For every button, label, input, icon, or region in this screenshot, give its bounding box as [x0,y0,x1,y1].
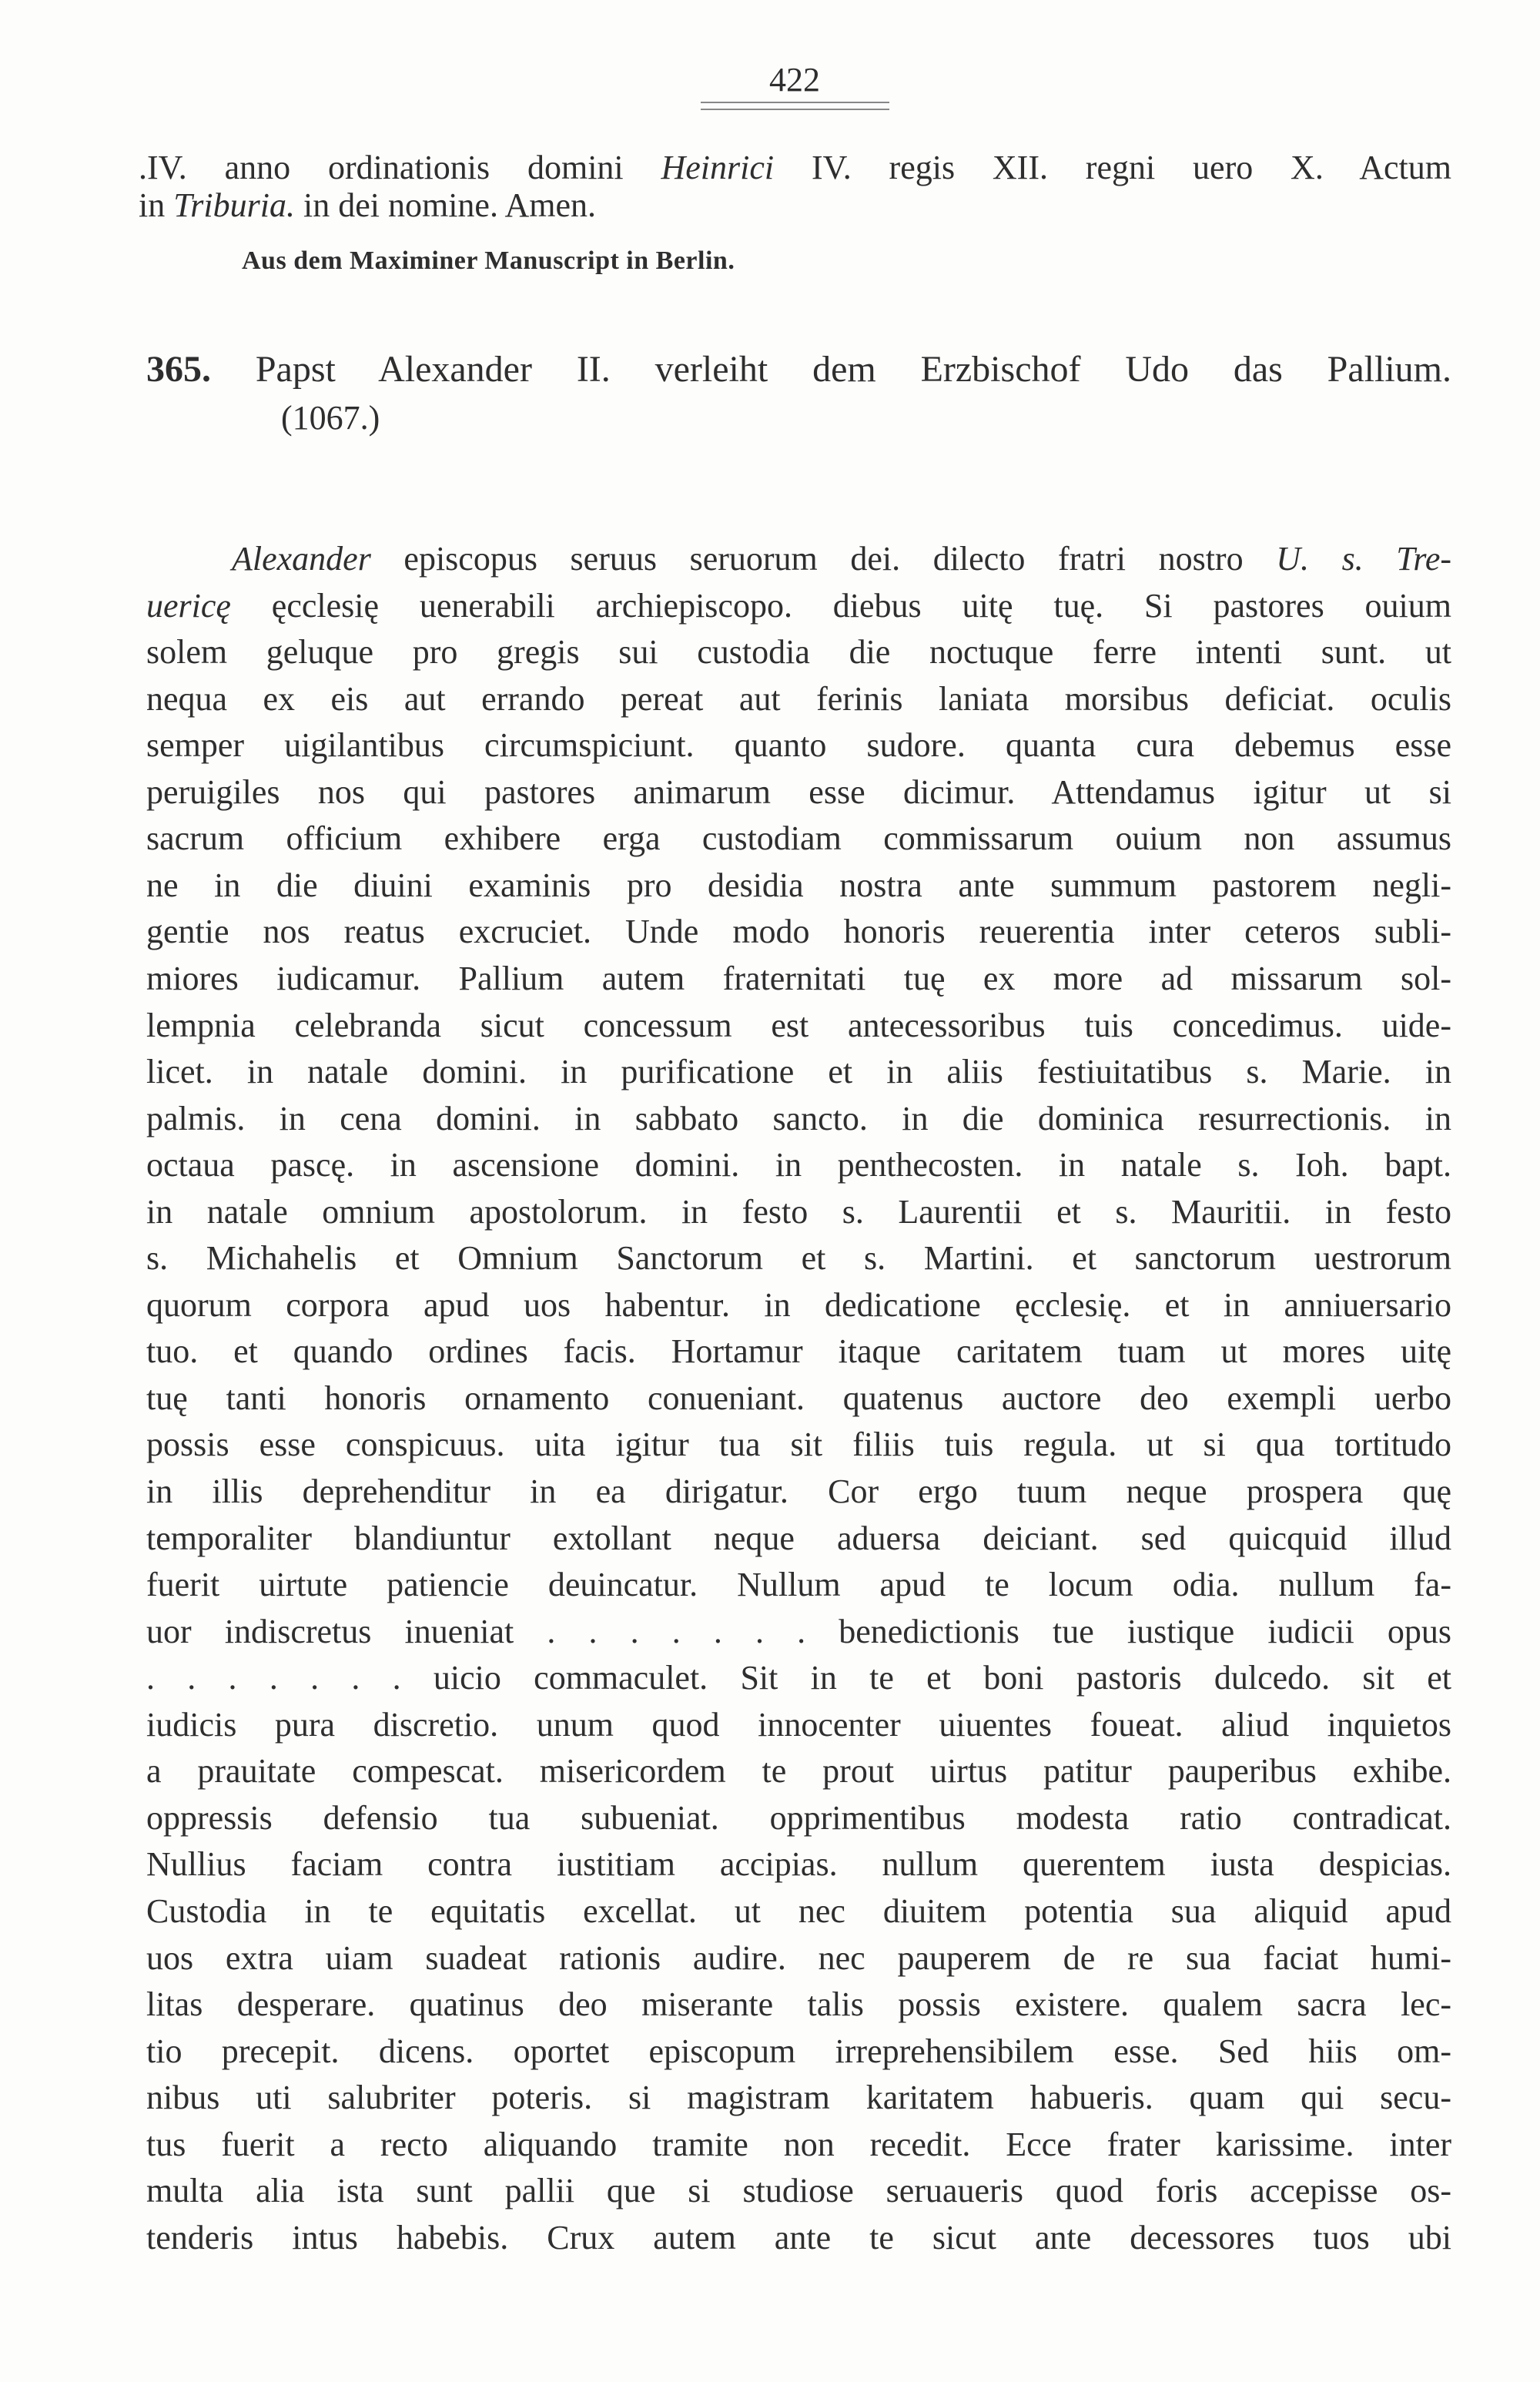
header-rule [701,109,889,110]
body-line: miores iudicamur. Pallium autem fraternitati tuę ex more ad missarum sol- [146,959,1451,997]
body-line: oppressis defensio tua subueniat. opprimentibus modesta ratio contradicat. [146,1798,1451,1837]
body-line: fuerit uirtute patiencie deuincatur. Nullum apud te locum odia. nullum fa- [146,1566,1451,1604]
body-line: tus fuerit a recto aliquando tramite non recedit. Ecce frater karissime. inter [146,2125,1451,2163]
italic-text: Alexander [232,540,371,578]
source-note: Aus dem Maximiner Manuscript in Berlin. [242,246,735,275]
body-line: licet. in natale domini. in purificatione et in aliis festiuitatibus s. Marie. in [146,1053,1451,1091]
preceding-text-line [139,183,596,229]
body-line: uor indiscretus inueniat . . . . . . . benedictionis tue iustique iudicii opus [146,1612,1451,1650]
body-line: nequa ex eis aut errando pereat aut ferinis laniata morsibus deficiat. oculis [146,679,1451,718]
body-line: temporaliter blandiuntur extollant neque aduersa deiciant. sed quicquid illud [146,1519,1451,1557]
body-line: gentie nos reatus excruciet. Unde modo honoris reuerentia inter ceteros subli- [146,913,1451,951]
text-segment: IV. regis XII. regni uero X. Actum [774,149,1451,186]
body-line: . . . . . . . uicio commaculet. Sit in te et boni pastoris dulcedo. sit et [146,1659,1451,1697]
body-line: palmis. in cena domini. in sabbato sancto. in die dominica resurrectionis. in [146,1099,1451,1137]
body-line: semper uigilantibus circumspiciunt. quanto sudore. quanta cura debemus esse [146,726,1451,765]
text-segment: .IV. anno ordinationis domini [139,149,661,186]
text-segment: episcopus seruus seruorum dei. dilecto fratri nostro [370,540,1277,578]
body-line: peruigiles nos qui pastores animarum esse dicimur. Attendamus igitur ut si [146,772,1451,811]
body-line: tio precepit. dicens. oportet episcopum irreprehensibilem esse. Sed hiis om- [146,2032,1451,2070]
body-line [232,536,1451,582]
body-line: tuę tanti honoris ornamento conueniant. quatenus auctore deo exempli uerbo [146,1379,1451,1417]
body-line: Nullius faciam contra iustitiam accipias. nullum querentem iusta despicias. [146,1845,1451,1884]
italic-text: U. s. Tre- [1276,540,1452,578]
text-segment: in [139,186,174,224]
body-line: tuo. et quando ordines facis. Hortamur itaque caritatem tuam ut mores uitę [146,1332,1451,1371]
document-date: (1067.) [281,399,380,437]
body-line: quorum corpora apud uos habentur. in dedicatione ęcclesię. et in anniuersario [146,1285,1451,1324]
body-line: a prauitate compescat. misericordem te prout uirtus patitur pauperibus exhibe. [146,1752,1451,1791]
header-rule [701,102,889,103]
body-line: tenderis intus habebis. Crux autem ante te sicut ante decessores tuos ubi [146,2218,1451,2256]
body-line: iudicis pura discretio. unum quod innocenter uiuentes foueat. aliud inquietos [146,1705,1451,1744]
body-line: sacrum officium exhibere erga custodiam commissarum ouium non assumus [146,819,1451,858]
text-segment: ęcclesię uenerabili archiepiscopo. diebus uitę tuę. Si pastores ouium [230,586,1451,625]
body-line: s. Michahelis et Omnium Sanctorum et s. Martini. et sanctorum uestrorum [146,1239,1451,1278]
document-number: 365. [146,349,211,390]
document-heading [146,347,1451,393]
body-line: octaua pascę. in ascensione domini. in penthecosten. in natale s. Ioh. bapt. [146,1146,1451,1184]
document-title: Papst Alexander II. verleiht dem Erzbischof Udo das Pallium. [255,349,1452,390]
page-number: 422 [769,61,820,99]
italic-text: Heinrici [661,149,775,186]
italic-text: Triburia. [173,186,295,224]
body-line: uos extra uiam suadeat rationis audire. nec pauperem de re sua faciat humi- [146,1938,1451,1977]
body-line: litas desperare. quatinus deo miserante talis possis existere. qualem sacra lec- [146,1985,1451,2024]
text-segment: in dei nomine. Amen. [294,186,597,224]
italic-text: uericę [146,586,231,625]
body-line: multa alia ista sunt pallii que si studiose seruaueris quod foris accepisse os- [146,2172,1451,2210]
body-line: lempnia celebranda sicut concessum est antecessoribus tuis concedimus. uide- [146,1006,1451,1044]
body-line: in illis deprehenditur in ea dirigatur. Cor ergo tuum neque prospera quę [146,1472,1451,1510]
body-line: in natale omnium apostolorum. in festo s. Laurentii et s. Mauritii. in festo [146,1192,1451,1231]
body-line: solem geluque pro gregis sui custodia die noctuque ferre intenti sunt. ut [146,633,1451,672]
body-line [146,583,1451,629]
body-line: possis esse conspicuus. uita igitur tua sit filiis tuis regula. ut si qua tortitudo [146,1426,1451,1464]
body-line: Custodia in te equitatis excellat. ut nec diuitem potentia sua aliquid apud [146,1891,1451,1930]
body-line: nibus uti salubriter poteris. si magistram karitatem habueris. quam qui secu- [146,2079,1451,2117]
body-line: ne in die diuini examinis pro desidia nostra ante summum pastorem negli- [146,866,1451,904]
